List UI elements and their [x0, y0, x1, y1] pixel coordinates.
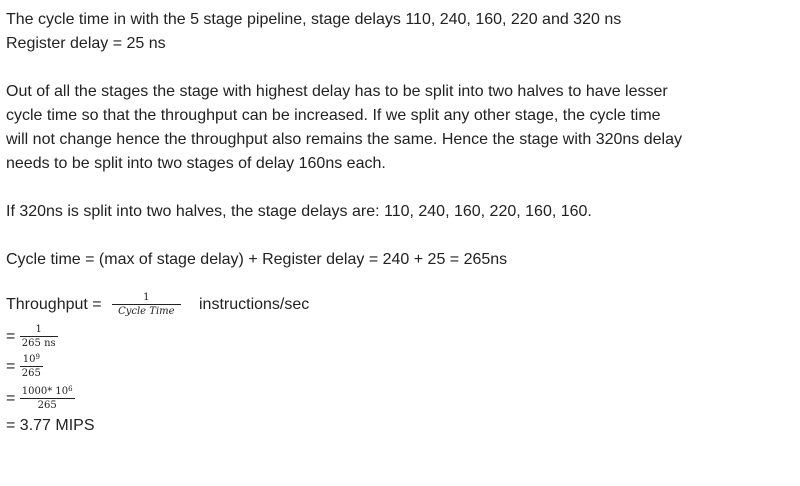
- result-line: = 3.77 MIPS: [6, 417, 95, 435]
- step-2: [6, 354, 794, 380]
- throughput-label: Throughput =: [6, 296, 107, 313]
- fraction-denominator: 265: [21, 368, 41, 380]
- fraction-numerator: 1: [112, 292, 180, 305]
- step-2-fraction: [20, 354, 43, 380]
- text-line: The cycle time in with the 5 stage pipeline, stage delays 110, 240, 160, 220 and 320 ns: [6, 11, 622, 28]
- text-line: Cycle time = (max of stage delay) + Register delay = 240 + 25 = 265ns: [6, 251, 508, 268]
- throughput-formula: [6, 288, 794, 322]
- text-line: needs to be split into two stages of delay 160ns each.: [6, 155, 386, 172]
- equals-sign: =: [6, 358, 16, 376]
- step-3: [6, 386, 794, 412]
- equals-sign: =: [6, 328, 16, 346]
- fraction-numerator: 1: [20, 324, 58, 337]
- throughput-fraction: [112, 292, 180, 318]
- throughput-unit: instructions/sec: [199, 296, 310, 313]
- equals-sign: =: [6, 390, 16, 408]
- numerator-exponent: 9: [35, 353, 40, 362]
- fraction-numerator: [20, 386, 75, 399]
- numerator-base: 10: [22, 354, 36, 366]
- fraction-denominator: 265 ns: [21, 338, 56, 350]
- step-1: [6, 324, 794, 350]
- numerator-exponent: 6: [68, 385, 73, 394]
- text-line: Out of all the stages the stage with highest delay has to be split into two halves to have lesser: [6, 83, 668, 100]
- text-line: If 320ns is split into two halves, the stage delays are: 110, 240, 160, 220, 160, 160.: [6, 203, 592, 220]
- numerator-base: 1000* 10: [21, 386, 69, 398]
- fraction-denominator: 265: [37, 400, 57, 412]
- text-line: will not change hence the throughput also remains the same. Hence the stage with 320ns delay: [6, 131, 682, 148]
- step-1-fraction: [20, 324, 58, 350]
- fraction-denominator: Cycle Time: [118, 306, 175, 317]
- text-line: Register delay = 25 ns: [6, 35, 166, 52]
- text-line: cycle time so that the throughput can be increased. If we split any other stage, the cycle time: [6, 107, 661, 124]
- fraction-numerator: [20, 354, 43, 367]
- step-3-fraction: [20, 386, 75, 412]
